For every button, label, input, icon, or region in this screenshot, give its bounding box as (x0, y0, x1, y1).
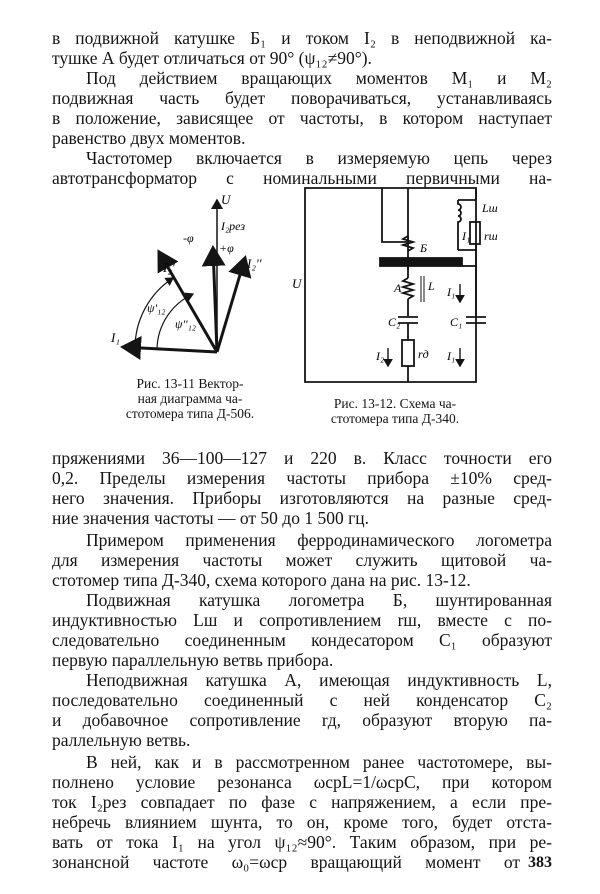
label-psi-prime: ψ'₁₂ (147, 301, 166, 315)
label-rd: rд (418, 347, 429, 361)
text-line: небречь влиянием шунта, то он, кроме того, будет отста- (52, 812, 552, 832)
resistor-rd (402, 340, 414, 366)
text-line: индуктивностью Lш и сопротивлением rш, вместе с по- (52, 610, 552, 630)
text-line: зонансной частоте ω₀=ωср вращающий момент от (52, 852, 520, 872)
inductor-lsh (458, 200, 461, 226)
text-line: стотомер типа Д-340, схема которого дана на рис. 13-12. (52, 570, 471, 590)
label-lsh: Lш (482, 201, 498, 215)
label-u: U (221, 192, 231, 207)
coil-b-core (380, 258, 462, 266)
label-u: U (292, 276, 302, 291)
text-line: последовательно соединенный с ней конденсатор C₂ (52, 690, 552, 710)
text-line: 0,2. Пределы измерения частоты прибора ±10% сред- (52, 468, 552, 488)
page-number: 383 (528, 854, 552, 871)
text-line: Под действием вращающих моментов M₁ и M₂ (86, 68, 552, 88)
caption-line: Рис. 13-12. Схема ча- (333, 396, 457, 411)
text-line: в положение, зависящее от частоты, в котором наступает (52, 108, 552, 128)
caption-line: стотомера типа Д-340. (330, 411, 460, 426)
label-minus-phi: -φ (183, 231, 194, 245)
label-i1: I₁ (111, 330, 120, 345)
text-line: раллельную ветвь. (52, 730, 191, 750)
label-psi-double-prime: ψ''₁₂ (175, 317, 196, 331)
text-line: подвижная часть будет поворачиваться, устанавливаясь (52, 88, 552, 108)
label-l: L (428, 279, 435, 293)
label-i2res: I₂рез (221, 219, 246, 233)
caption-line: стотомера типа Д-506. (125, 406, 255, 421)
text-line: в подвижной катушке Б₁ и током I₂ в неподвижной ка- (52, 28, 552, 48)
text-line: пряжениями 36—100—127 и 220 в. Класс точности его (52, 448, 552, 468)
text-line: В ней, как и в рассмотренном ранее частотомере, вы- (86, 752, 552, 772)
text-line: и добавочное сопротивление rд, образуют вторую па- (52, 710, 552, 730)
text-line: Примером применения ферродинамического логометра (86, 530, 552, 550)
i1-vector (123, 347, 217, 352)
label-b: Б (420, 241, 428, 255)
circuit-schematic-figure (292, 180, 512, 395)
resistor-rsh (470, 222, 480, 244)
text-line: полнено условие резонанса ωсрL=1/ωсрC, при котором (52, 772, 552, 792)
text-line: Неподвижная катушка А, имеющая индуктивность L, (86, 670, 552, 690)
label-i1-bottom: I₁ (447, 349, 456, 363)
label-i2: I₂ (376, 349, 385, 363)
text-line: него значения. Приборы изготовляются на разные сред- (52, 488, 552, 508)
label-i1-top: I₁ (447, 285, 456, 299)
label-i1-side: I₁ (462, 229, 471, 243)
text-line: автотрансформатор с номинальными первичными на- (52, 168, 552, 188)
label-i2-double-prime: I₂'' (247, 256, 262, 271)
label-a: А (394, 281, 402, 295)
text-line: первую параллельную ветвь прибора. (52, 650, 334, 670)
label-c2: C₂ (388, 315, 401, 329)
label-plus-phi: +φ (219, 241, 234, 255)
figure-caption-13-11 (100, 376, 280, 421)
text-line: ток I₂рез совпадает по фазе с напряжением, а если пре- (52, 792, 552, 812)
text-line: тушке А будет отличаться от 90° (ψ₁₂≠90°). (52, 48, 372, 68)
i2-double-prime-vector (217, 258, 245, 352)
text-line: для измерения частоты может служить щитовой ча- (52, 550, 552, 570)
label-i2-prime: I₂' (163, 260, 175, 275)
coil-a-symbol (403, 278, 413, 299)
label-rsh: rш (484, 229, 498, 243)
vector-diagram-figure (95, 190, 285, 370)
caption-line: Рис. 13-11 Вектор- (136, 376, 244, 391)
text-line: Частотомер включается в измеряемую цепь через (86, 148, 552, 168)
figure-caption-13-12 (300, 396, 490, 426)
text-line: следовательно соединенным кондесатором C₁ образуют (52, 630, 552, 650)
text-line: Подвижная катушка логометра Б, шунтированная (86, 590, 552, 610)
label-c1: C₁ (450, 315, 463, 329)
caption-line: ная диаграмма ча- (137, 391, 243, 406)
text-line: вать от тока I₁ на угол ψ₁₂≈90°. Таким образом, при ре- (52, 832, 552, 852)
text-line: ние значения частоты — от 50 до 1 500 гц. (52, 508, 369, 528)
text-line: равенство двух моментов. (52, 128, 246, 148)
coil-b-feed (382, 188, 408, 242)
